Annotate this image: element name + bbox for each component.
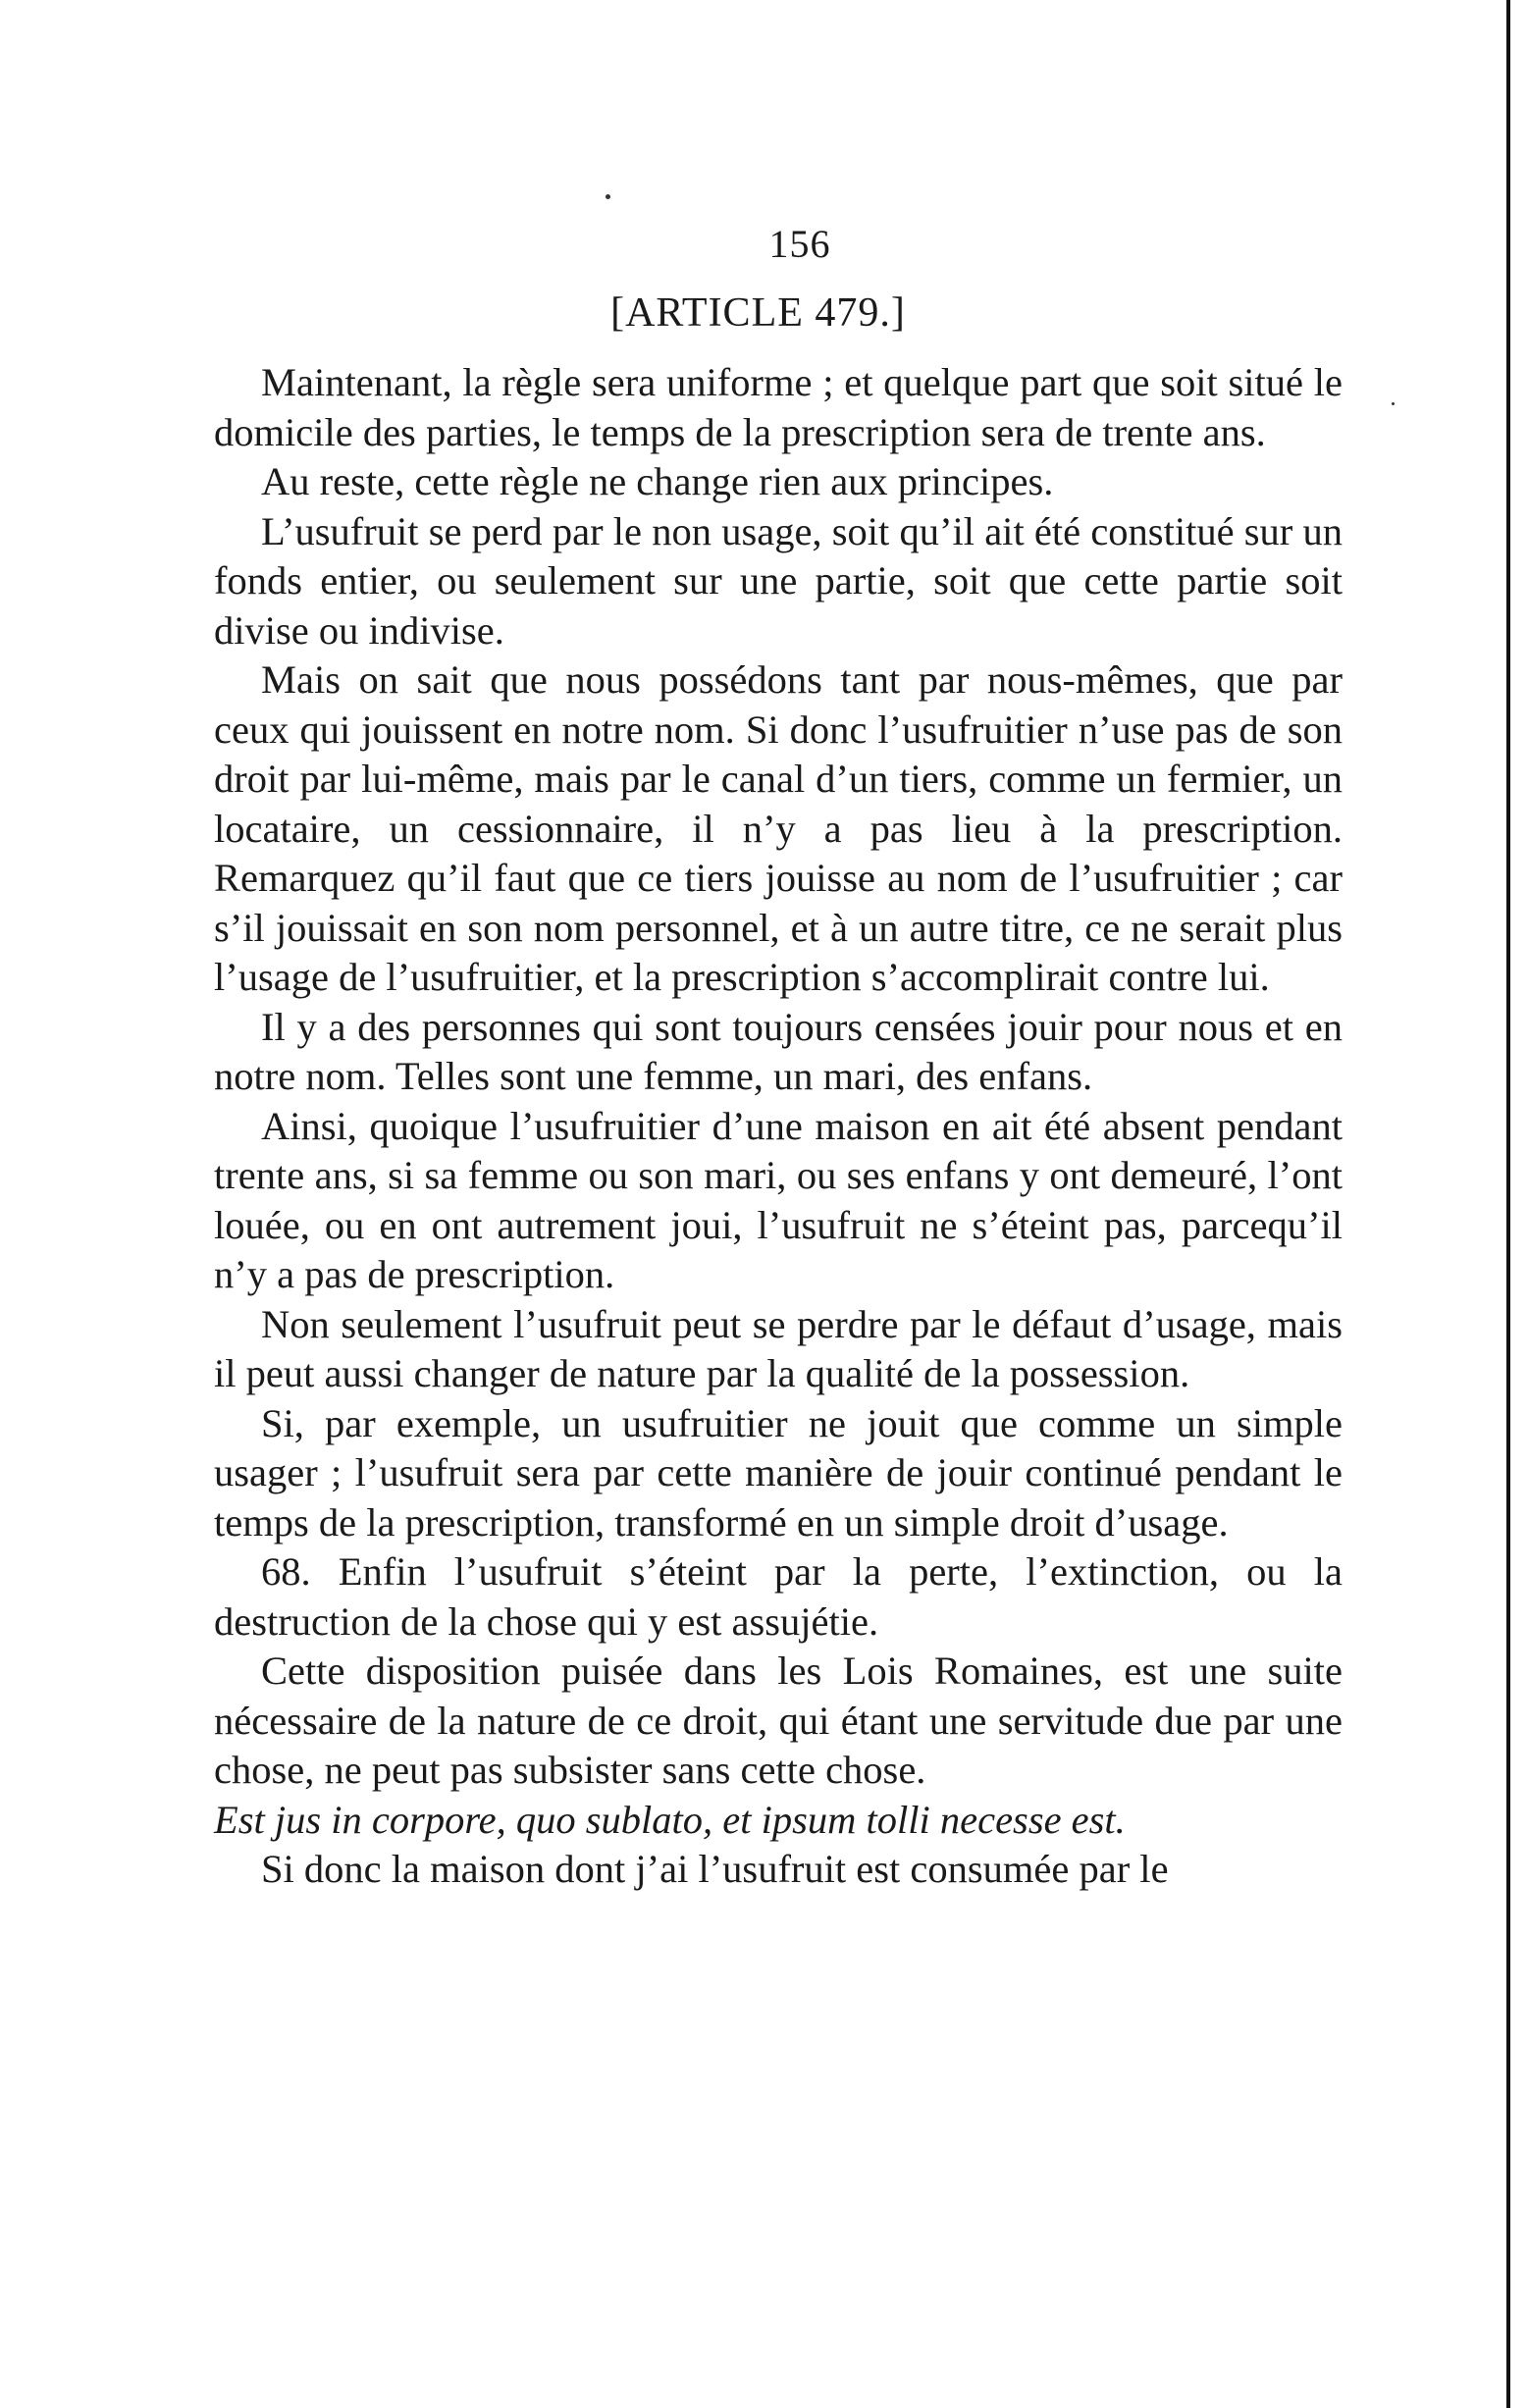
- body-text: [214, 358, 1343, 1895]
- page-edge-border: [1506, 0, 1510, 2408]
- paragraph: L’usufruit se perd par le non usage, soit qu’il ait été constitué sur un fonds entier, ou seulement sur une partie, soit que cette partie soit divise ou indivise.: [214, 508, 1343, 653]
- paragraph: Si donc la maison dont j’ai l’usufruit est consumée par le: [261, 1847, 1169, 1891]
- paragraph: Ainsi, quoique l’usufruitier d’une maison en ait été absent pendant trente ans, si sa femme ou son mari, ou ses enfans y ont demeuré, l’ont louée, ou en ont autrement joui, l’usufruit ne s’éteint pas, parcequ’il n’y a pas de prescription.: [214, 1103, 1343, 1296]
- paragraph: Maintenant, la règle sera uniforme ; et quelque part que soit situé le domicile des parties, le temps de la prescription sera de trente ans.: [214, 360, 1343, 454]
- paragraph: Cette disposition puisée dans les Lois Romaines, est une suite nécessaire de la nature de ce droit, qui étant une servitude due par une chose, ne peut pas subsister sans cette chose.: [214, 1649, 1343, 1792]
- ink-speck: [1392, 402, 1395, 405]
- paragraph: Au reste, cette règle ne change rien aux principes.: [261, 459, 1054, 503]
- paragraph: Si, par exemple, un usufruitier ne jouit que comme un simple usager ; l’usufruit sera par cette manière de jouir continué pendant le temps de la prescription, transformé en un simple droit d’usage.: [214, 1400, 1343, 1544]
- article-header: [ARTICLE 479.]: [610, 290, 906, 336]
- paragraph: Mais on sait que nous possédons tant par nous-mêmes, que par ceux qui jouissent en notre nom. Si donc l’usufruitier n’use pas de son droit par lui-même, mais par le canal d’un tiers, comme un fermier, un locataire, un cessionnaire, il n’y a pas lieu à la prescription. Remarquez qu’il faut que ce tiers jouisse au nom de l’usufruitier ; car s’il jouissait en son nom personnel, et à un autre titre, ce ne serait plus l’usage de l’usufruitier, et la prescription s’accomplirait contre lui.: [214, 657, 1343, 999]
- paragraph: Non seulement l’usufruit peut se perdre par le défaut d’usage, mais il peut aussi changer de nature par la qualité de la possession.: [214, 1301, 1343, 1395]
- paragraph: 68. Enfin l’usufruit s’éteint par la perte, l’extinction, ou la destruction de la chose qui y est assujétie.: [214, 1549, 1343, 1644]
- page-number: 156: [768, 222, 831, 266]
- paragraph: Il y a des personnes qui sont toujours censées jouir pour nous et en notre nom. Telles sont une femme, un mari, des enfans.: [214, 1004, 1343, 1098]
- ink-speck: [606, 194, 610, 199]
- latin-quote: Est jus in corpore, quo sublato, et ipsum tolli necesse est.: [214, 1797, 1126, 1842]
